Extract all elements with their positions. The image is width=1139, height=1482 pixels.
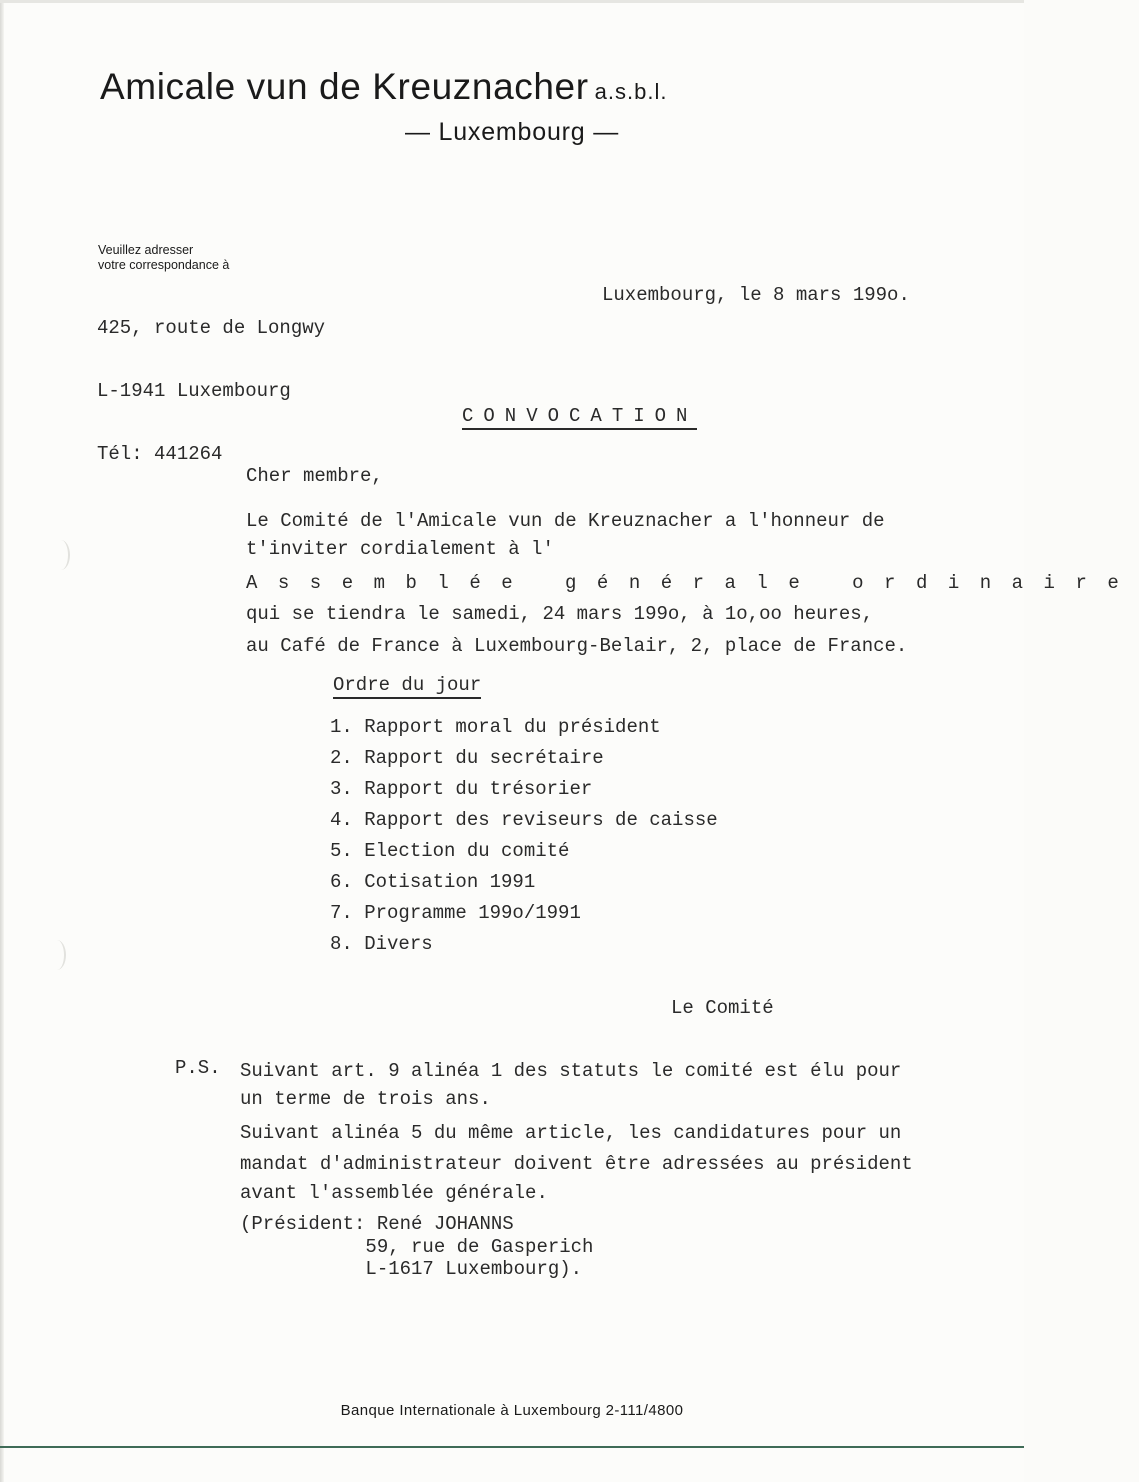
- correspondence-note-line: votre correspondance à: [98, 258, 230, 272]
- postscript-line: avant l'assemblée générale.: [240, 1182, 548, 1204]
- body-line: au Café de France à Luxembourg-Belair, 2, place de France.: [246, 635, 908, 657]
- organization-city: — Luxembourg —: [404, 118, 620, 146]
- postscript-line: Suivant art. 9 alinéa 1 des statuts le comité est élu pour: [240, 1060, 902, 1082]
- page-left-edge: [0, 0, 4, 1482]
- agenda-item: 7. Programme 199o/1991: [330, 902, 581, 924]
- body-line: qui se tiendra le samedi, 24 mars 199o, à 1o,oo heures,: [246, 603, 874, 625]
- correspondence-note-line: Veuillez adresser: [98, 243, 194, 257]
- agenda-item: 6. Cotisation 1991: [330, 871, 536, 893]
- agenda-item: 4. Rapport des reviseurs de caisse: [330, 809, 718, 831]
- assembly-name: Assemblée générale ordinaire: [246, 572, 1139, 594]
- bank-details: Banque Internationale à Luxembourg 2-111/4800: [340, 1402, 684, 1419]
- agenda-item: 8. Divers: [330, 933, 433, 955]
- body-line: t'inviter cordialement à l': [246, 538, 554, 560]
- agenda-item: 5. Election du comité: [330, 840, 570, 862]
- date-line: Luxembourg, le 8 mars 199o.: [602, 284, 910, 306]
- agenda-title: Ordre du jour: [333, 674, 481, 699]
- agenda-item: 1. Rapport moral du président: [330, 716, 661, 738]
- punch-hole-mark: [52, 540, 70, 570]
- salutation: Cher membre,: [246, 465, 383, 487]
- postscript-line: L-1617 Luxembourg).: [240, 1258, 583, 1280]
- postscript-line: (Président: René JOHANNS: [240, 1213, 514, 1235]
- agenda-item: 3. Rapport du trésorier: [330, 778, 593, 800]
- postscript-line: un terme de trois ans.: [240, 1088, 491, 1110]
- correspondence-note: [98, 243, 229, 273]
- page-top-edge: [0, 0, 1024, 3]
- document-title: CONVOCATION: [462, 405, 697, 430]
- organization-name: [100, 66, 667, 108]
- footer-rule: [0, 1446, 1024, 1448]
- postscript-line: Suivant alinéa 5 du même article, les candidatures pour un: [240, 1122, 902, 1144]
- organization-suffix: a.s.b.l.: [594, 79, 668, 104]
- address-line: 425, route de Longwy: [97, 317, 326, 339]
- phone-line: Tél: 441264: [97, 443, 223, 465]
- agenda-item: 2. Rapport du secrétaire: [330, 747, 604, 769]
- signature: Le Comité: [671, 997, 774, 1019]
- postscript-line: 59, rue de Gasperich: [240, 1236, 594, 1258]
- postscript-label: P.S.: [175, 1057, 221, 1079]
- punch-hole-mark: [48, 940, 66, 970]
- address-line: L-1941 Luxembourg: [97, 380, 291, 402]
- organization-name-text: Amicale vun de Kreuznacher: [100, 66, 589, 107]
- postscript-line: mandat d'administrateur doivent être adressées au président: [240, 1153, 913, 1175]
- body-line: Le Comité de l'Amicale vun de Kreuznacher a l'honneur de: [246, 510, 885, 532]
